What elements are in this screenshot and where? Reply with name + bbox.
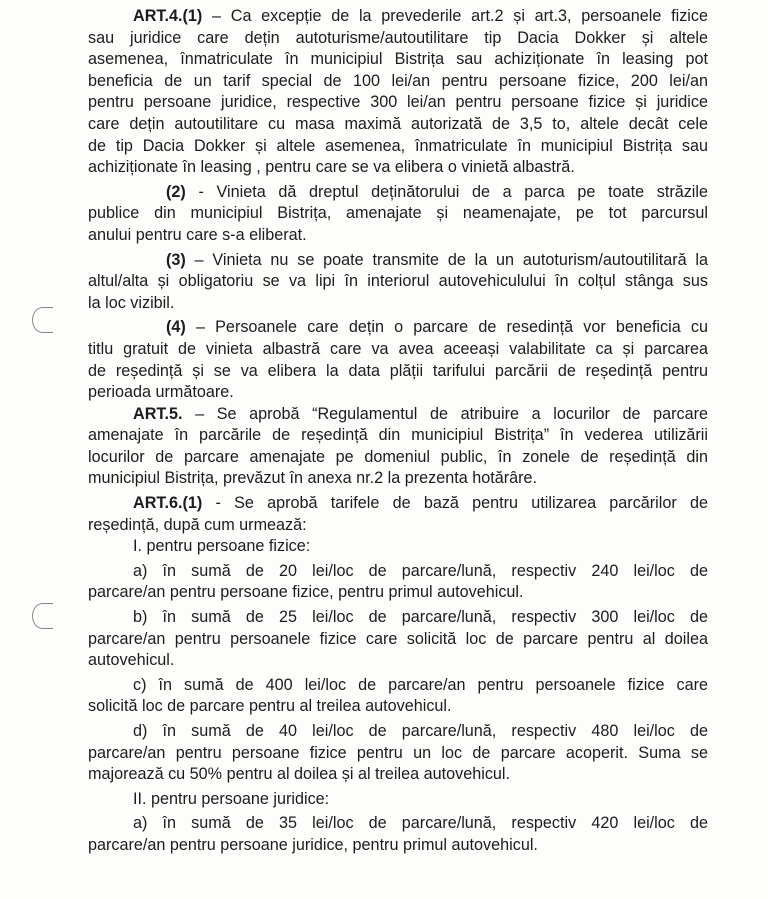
art4-par4-line-2: titlu gratuit de vinieta albastră care va avea aceeași valabilitate ca și parcarea <box>88 339 708 358</box>
document-page <box>88 6 708 857</box>
art6-item-c-line-2: solicită loc de parcare pentru al treilea autovehicul. <box>88 697 452 716</box>
art4-par2-heading: (2) <box>166 182 186 201</box>
art4-line-6: care dețin autoutilitare cu masa maximă autorizată de 3,5 to, altele decât cele <box>88 114 708 133</box>
art4-par2-line-1: (2) - Vinieta dă dreptul deținătorului de a parca pe toate străzile <box>166 182 708 201</box>
art6-item-d-line-1: d) în sumă de 40 lei/loc de parcare/lună, respectiv 480 lei/loc de <box>133 722 708 740</box>
art6-item-a-line-1: a) în sumă de 20 lei/loc de parcare/lună, respectiv 240 lei/loc de <box>133 561 708 580</box>
art6-item-b-line-3: autovehicul. <box>88 651 175 670</box>
art6-item-a2-line-1: a) în sumă de 35 lei/loc de parcare/lună, respectiv 420 lei/loc de <box>133 814 708 833</box>
binder-hole-lower <box>32 603 53 629</box>
art6-item-c-line-1: c) în sumă de 400 lei/loc de parcare/an pentru persoanele fizice care <box>133 675 708 694</box>
art6-section-2: II. pentru persoane juridice: <box>133 789 330 808</box>
binder-hole-upper <box>32 307 53 333</box>
art6-item-b-line-2: parcare/an pentru persoanele fizice care solicită loc de parcare pentru al doilea <box>88 629 708 648</box>
art4-line-3: asemenea, înmatriculate în municipiul Bistrița sau achiziționate în leasing pot <box>88 50 708 69</box>
art4-par3-line-3: la loc vizibil. <box>88 293 175 312</box>
art6-heading: ART.6.(1) <box>133 494 203 513</box>
art6-section-1: I. pentru persoane fizice: <box>133 537 311 556</box>
art4-par4-line-1: (4) – Persoanele care dețin o parcare de resedință vor beneficia cu <box>166 318 708 337</box>
art6-item-b-line-1: b) în sumă de 25 lei/loc de parcare/lună, respectiv 300 lei/loc de <box>133 608 708 627</box>
art6-item-d-line-3: majorează cu 50% pentru al doilea și al treilea autovehicul. <box>88 765 511 784</box>
art4-par4-line-4: perioada următoare. <box>88 383 234 402</box>
art4-line-5: pentru persoane juridice, respective 300 lei/an pentru persoane fizice și juridice <box>88 93 708 112</box>
art4-par2-line-3: anului pentru care s-a eliberat. <box>88 225 307 244</box>
art6-line-2: reședință, după cum urmează: <box>88 515 307 534</box>
art4-line-4: beneficia de un tarif special de 100 lei/an pentru persoane fizice, 200 lei/an <box>88 71 708 90</box>
art5-line-1: ART.5. – Se aprobă “Regulamentul de atribuire a locurilor de parcare <box>133 404 708 423</box>
art4-par3-line-1: (3) – Vinieta nu se poate transmite de la un autoturism/autoutilitară la <box>166 250 708 269</box>
art5-heading: ART.5. <box>133 404 183 423</box>
art4-line-1: ART.4.(1) – Ca excepție de la prevederile art.2 și art.3, persoanele fizice <box>133 7 708 25</box>
art5-line-3: locurilor de parcare amenajate pe domeniul public, în zonele de reședință din <box>88 447 708 466</box>
art4-par2-line-2: publice din municipiul Bistrița, amenajate și neamenajate, pe tot parcursul <box>88 204 708 223</box>
art6-line-1: ART.6.(1) - Se aprobă tarifele de bază pentru utilizarea parcărilor de <box>133 494 708 513</box>
art6-item-a2-line-2: parcare/an pentru persoane juridice, pentru primul autovehicul. <box>88 835 538 854</box>
art4-line-7: de tip Dacia Dokker și altele asemenea, înmatriculate în municipiul Bistrița sau <box>88 136 708 155</box>
art4-par4-line-3: de reședință și se va elibera la data plății tarifului parcării de reședință pentru <box>88 361 708 380</box>
art6-item-a-line-2: parcare/an pentru persoane fizice, pentru primul autovehicul. <box>88 583 524 602</box>
art4-par3-line-2: altul/alta și obligatoriu se va lipi în interiorul autovehiculului în colțul stânga sus <box>88 272 708 291</box>
art4-par4-heading: (4) <box>166 318 186 337</box>
art4-heading: ART.4.(1) <box>133 7 203 25</box>
art4-line-8: achiziționate în leasing , pentru care se va elibera o vinietă albastră. <box>88 158 575 177</box>
art6-item-d-line-2: parcare/an pentru persoane fizice pentru un loc de parcare acoperit. Suma se <box>88 743 708 762</box>
art4-par3-heading: (3) <box>166 250 186 269</box>
art5-line-4: municipiul Bistrița, prevăzut în anexa nr.2 la prezenta hotărâre. <box>88 469 537 488</box>
art5-line-2: amenajate în parcările de reședință din municipiul Bistrița” în vederea utilizării <box>88 426 708 445</box>
art4-line-2: sau juridice care dețin autoturisme/autoutilitare tip Dacia Dokker și altele <box>88 28 708 47</box>
